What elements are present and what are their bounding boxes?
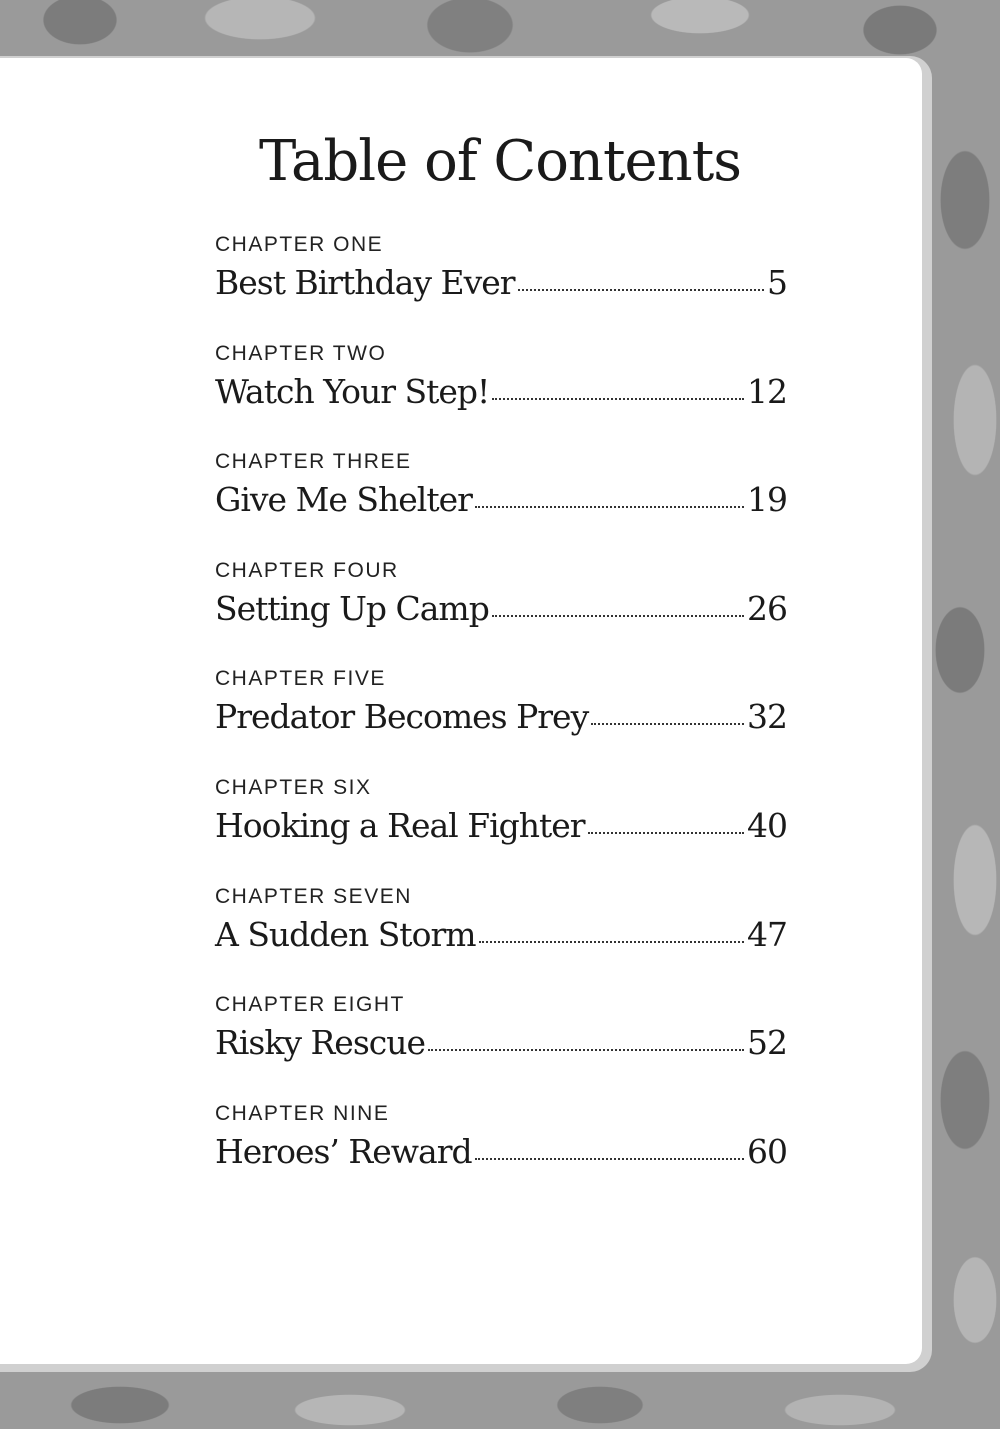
dot-leader (492, 398, 744, 400)
dot-leader (479, 941, 744, 943)
chapter-title: Setting Up Camp (215, 588, 489, 628)
page-number: 60 (747, 1131, 787, 1171)
toc-entry-3[interactable] (215, 447, 787, 556)
dot-leader (428, 1049, 744, 1051)
chapter-title: Risky Rescue (215, 1023, 426, 1063)
dot-leader (588, 832, 744, 834)
page-number: 12 (747, 371, 787, 411)
chapter-title-row (215, 477, 787, 523)
chapter-title-row (215, 912, 787, 958)
page-number: 32 (747, 697, 787, 737)
chapter-title: Best Birthday Ever (215, 263, 515, 302)
page-title: Table of Contents (259, 129, 741, 194)
chapter-title-row (215, 803, 787, 849)
chapter-label: CHAPTER EIGHT (215, 993, 405, 1017)
page-number: 40 (747, 805, 787, 845)
chapter-title-row (215, 260, 787, 306)
dot-leader (475, 506, 744, 508)
chapter-title: Hooking a Real Fighter (215, 805, 585, 845)
chapter-label: CHAPTER FOUR (215, 558, 399, 582)
chapter-title-row (215, 1129, 787, 1175)
toc-entry-7[interactable] (215, 882, 787, 991)
toc-entry-5[interactable] (215, 664, 787, 773)
chapter-title-row (215, 1020, 787, 1066)
chapter-title-row (215, 694, 787, 740)
chapter-label: CHAPTER SIX (215, 775, 372, 799)
page-number: 47 (747, 914, 787, 954)
chapter-title-row (215, 586, 787, 632)
toc-entry-6[interactable] (215, 773, 787, 882)
chapter-label: CHAPTER ONE (215, 233, 384, 256)
toc-entry-8[interactable] (215, 990, 787, 1099)
page-number: 26 (747, 588, 787, 628)
page-number: 52 (747, 1023, 787, 1063)
chapter-title: A Sudden Storm (215, 914, 476, 954)
chapter-label: CHAPTER NINE (215, 1101, 390, 1125)
chapter-title: Heroes’ Reward (215, 1131, 472, 1171)
chapter-title: Watch Your Step! (215, 371, 490, 411)
dot-leader (518, 289, 764, 291)
dot-leader (591, 723, 744, 725)
chapter-label: CHAPTER THREE (215, 450, 412, 474)
chapter-title: Give Me Shelter (215, 480, 472, 520)
dot-leader (475, 1158, 744, 1160)
page-number: 19 (747, 480, 787, 520)
dot-leader (492, 615, 744, 617)
toc-entry-9[interactable] (215, 1099, 787, 1208)
toc-entry-2[interactable] (215, 339, 787, 448)
toc-entry-1[interactable] (215, 230, 787, 339)
table-of-contents (215, 230, 787, 1207)
chapter-label: CHAPTER SEVEN (215, 884, 412, 908)
toc-entry-4[interactable] (215, 556, 787, 665)
chapter-title-row (215, 369, 787, 415)
chapter-title: Predator Becomes Prey (215, 697, 589, 737)
chapter-label: CHAPTER TWO (215, 341, 387, 365)
chapter-label: CHAPTER FIVE (215, 667, 386, 691)
page-number: 5 (767, 263, 787, 302)
